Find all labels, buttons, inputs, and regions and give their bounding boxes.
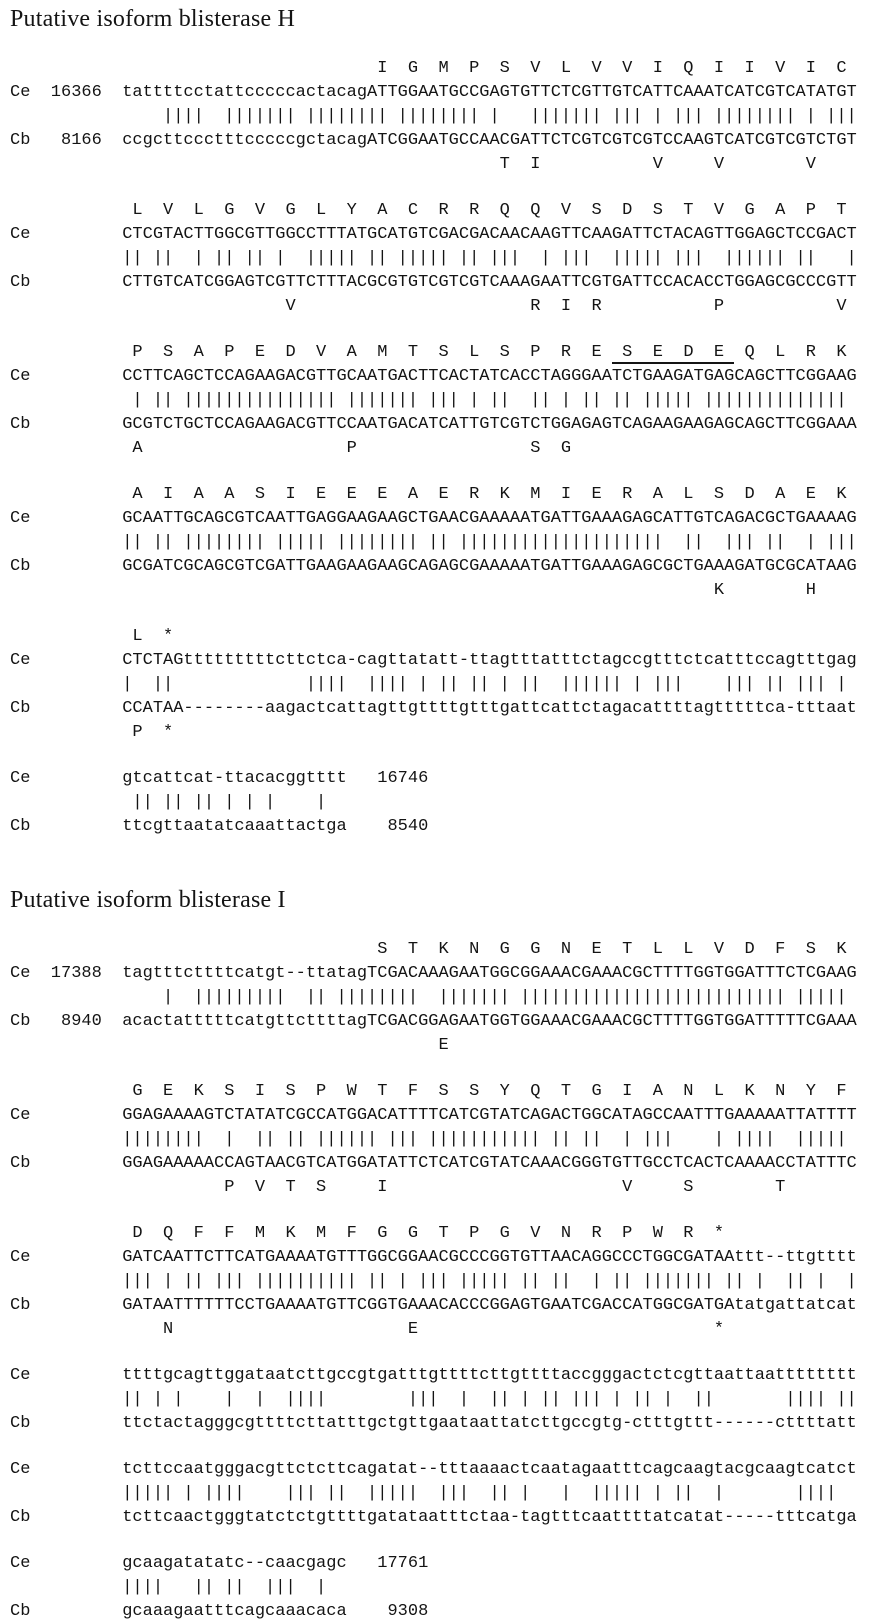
cb-sequence: GATAATTTTTTCCTGAAAATGTTCGGTGAAACACCCGGAGTGAATCGACCATGGCGATGAtatgattatcat — [122, 1296, 857, 1315]
ce-label: Ce 16366 — [10, 83, 123, 102]
aa-bottom-row: T I V V V — [10, 155, 857, 174]
ce-sequence-row — [10, 1364, 875, 1388]
aa-top-row: P S A P E D V A M T S L S P R E S E D E Q L R K — [10, 343, 857, 362]
alignment-block — [10, 483, 875, 603]
match-row: |||| ||||||| |||||||| |||||||| | ||||||| ||| | ||| |||||||| | ||| — [10, 107, 857, 126]
cb-label: Cb — [10, 1414, 123, 1433]
ce-label: Ce — [10, 1554, 123, 1573]
cb-sequence-row — [10, 129, 875, 153]
alignment-block — [10, 1080, 875, 1200]
ce-label: Ce — [10, 367, 123, 386]
aa-top-row: D Q F F M K M F G G T P G V N R P W R * — [10, 1224, 857, 1243]
aa-bottom-row: A P S G — [10, 439, 857, 458]
cb-label: Cb — [10, 1602, 123, 1621]
cb-sequence-row — [10, 1412, 875, 1436]
ce-sequence: gcaagatatatc--caacgagc — [122, 1554, 347, 1573]
underlined-motif: S E D E — [611, 343, 735, 362]
cb-label: Cb — [10, 1296, 123, 1315]
cb-sequence: GGAGAAAAACCAGTAACGTCATGGATATTCTCATCGTATCAAACGGGTGTTGCCTCACTCAAAACCTATTTC — [122, 1154, 857, 1173]
alignment-block — [10, 938, 875, 1058]
cb-label: Cb — [10, 557, 123, 576]
ce-label: Ce — [10, 1106, 123, 1125]
alignment-block — [10, 199, 875, 319]
cb-sequence: CCATAA--------aagactcattagttgttttgtttgattcattctagacattttagtttttca-tttaat — [122, 699, 857, 718]
cb-sequence-row — [10, 697, 875, 721]
cb-sequence: ccgcttccctttcccccgctacagATCGGAATGCCAACGATTCTCGTCGTCGTCCAAGTCATCGTCGTCTGT — [122, 131, 857, 150]
match-row: || || |||||||| ||||| |||||||| || |||||||||||||||||||| || ||| || | ||| — [10, 533, 857, 552]
ce-end-coordinate: 16746 — [346, 769, 429, 788]
cb-sequence-row — [10, 271, 875, 295]
alignment-block — [10, 767, 875, 839]
ce-sequence-row — [10, 81, 875, 105]
alignment-block — [10, 625, 875, 745]
ce-sequence-row — [10, 649, 875, 673]
section-blocks — [10, 938, 875, 1624]
match-row: || | | | | |||| ||| | || | || ||| | || | || |||| || — [10, 1390, 857, 1409]
ce-sequence-row — [10, 1246, 875, 1270]
section-title: Putative isoform blisterase H — [10, 6, 296, 32]
cb-sequence-row — [10, 1010, 875, 1034]
aa-bottom-row: N E * — [10, 1320, 857, 1339]
ce-label: Ce — [10, 769, 123, 788]
aa-top-row: A I A A S I E E E A E R K M I E R A L S D A E K — [10, 485, 857, 504]
section-blisterase-i — [10, 887, 875, 1624]
aa-bottom-row: V R I R P V — [10, 297, 857, 316]
ce-label: Ce — [10, 1366, 123, 1385]
ce-sequence: GATCAATTCTTCATGAAAATGTTTGGCGGAACGCCCGGTGTTAACAGGCCCTGGCGATAAttt--ttgtttt — [122, 1248, 857, 1267]
match-row: ||||| | |||| ||| || ||||| ||| || | | ||||| | || | |||| — [10, 1484, 857, 1503]
alignment-block — [10, 57, 875, 177]
ce-end-coordinate: 17761 — [346, 1554, 429, 1573]
cb-sequence: gcaaagaatttcagcaaacaca — [122, 1602, 347, 1621]
match-row: || || || | | | | — [10, 793, 347, 812]
section-blocks — [10, 57, 875, 839]
ce-sequence: tattttcctattcccccactacagATTGGAATGCCGAGTGTTCTCGTTGTCATTCAAATCATCGTCATATGT — [122, 83, 857, 102]
ce-label: Ce 17388 — [10, 964, 123, 983]
cb-label: Cb — [10, 699, 123, 718]
ce-sequence-row — [10, 767, 875, 791]
cb-sequence: GCGTCTGCTCCAGAAGACGTTCCAATGACATCATTGTCGTCTGGAGAGTCAGAAGAAGAGCAGCTTCGGAAA — [122, 415, 857, 434]
ce-sequence-row — [10, 962, 875, 986]
alignment-block — [10, 341, 875, 461]
match-row: | || ||||||||||||||| ||||||| ||| | || || | || || ||||| |||||||||||||| — [10, 391, 857, 410]
ce-sequence-row — [10, 507, 875, 531]
alignment-block — [10, 1552, 875, 1624]
cb-sequence-row — [10, 1294, 875, 1318]
alignment-block — [10, 1364, 875, 1436]
cb-label: Cb — [10, 817, 123, 836]
ce-sequence-row — [10, 1458, 875, 1482]
cb-label: Cb — [10, 1154, 123, 1173]
ce-sequence: tcttccaatgggacgttctcttcagatat--tttaaaactcaatagaatttcagcaagtacgcaagtcatct — [122, 1460, 857, 1479]
match-row: | || |||| |||| | || || | || |||||| | ||| ||| || ||| | — [10, 675, 857, 694]
cb-sequence: ttcgttaatatcaaattactga — [122, 817, 347, 836]
alignment-block — [10, 1458, 875, 1530]
ce-label: Ce — [10, 509, 123, 528]
ce-sequence-row — [10, 365, 875, 389]
cb-sequence-row — [10, 555, 875, 579]
match-row: || || | || || | ||||| || ||||| || ||| | ||| ||||| ||| |||||| || | — [10, 249, 857, 268]
cb-label: Cb — [10, 273, 123, 292]
cb-sequence-row — [10, 1152, 875, 1176]
match-row: | ||||||||| || |||||||| ||||||| |||||||||||||||||||||||||| ||||| — [10, 988, 857, 1007]
section-blisterase-h — [10, 6, 875, 839]
cb-sequence: CTTGTCATCGGAGTCGTTCTTTACGCGTGTCGTCGTCAAAGAATTCGTGATTCCACACCTGGAGCGCCCGTT — [122, 273, 857, 292]
aa-bottom-row: E — [10, 1036, 857, 1055]
ce-label: Ce — [10, 1248, 123, 1267]
ce-sequence-row — [10, 1104, 875, 1128]
cb-sequence: ttctactagggcgttttcttatttgctgttgaataattatcttgccgtg-ctttgttt------cttttatt — [122, 1414, 857, 1433]
aa-top-row: S T K N G G N E T L L V D F S K — [10, 940, 857, 959]
ce-sequence: CTCTAGtttttttttcttctca-cagttatatt-ttagtttatttctagccgtttctcatttccagtttgag — [122, 651, 857, 670]
cb-sequence: GCGATCGCAGCGTCGATTGAAGAAGAAGCAGAGCGAAAAATGATTGAAAGAGCGCTGAAAGATGCGCATAAG — [122, 557, 857, 576]
aa-bottom-row: P V T S I V S T — [10, 1178, 857, 1197]
ce-sequence: tagtttcttttcatgt--ttatagTCGACAAAGAATGGCGGAAACGAAACGCTTTTGGTGGATTTCTCGAAG — [122, 964, 857, 983]
cb-sequence: acactatttttcatgttcttttagTCGACGGAGAATGGTGGAAACGAAACGCTTTTGGTGGATTTTTCGAAA — [122, 1012, 857, 1031]
ce-label: Ce — [10, 1460, 123, 1479]
match-row: |||| || || ||| | — [10, 1578, 347, 1597]
match-row: |||||||| | || || |||||| ||| ||||||||||| || || | ||| | |||| ||||| — [10, 1130, 857, 1149]
ce-label: Ce — [10, 651, 123, 670]
ce-label: Ce — [10, 225, 123, 244]
ce-sequence: GCAATTGCAGCGTCAATTGAGGAAGAAGCTGAACGAAAAATGATTGAAAGAGCATTGTCAGACGCTGAAAAG — [122, 509, 857, 528]
match-row: ||| | || ||| |||||||||| || | ||| ||||| || || | || ||||||| || | || | | — [10, 1272, 857, 1291]
ce-sequence: ttttgcagttggataatcttgccgtgatttgttttcttgttttaccgggactctcgttaattaatttttttt — [122, 1366, 857, 1385]
aa-top-row: I G M P S V L V V I Q I I V I C — [10, 59, 857, 78]
aa-bottom-row: K H — [10, 581, 857, 600]
ce-sequence: gtcattcat-ttacacggtttt — [122, 769, 347, 788]
cb-label: Cb 8166 — [10, 131, 123, 150]
ce-sequence: CCTTCAGCTCCAGAAGACGTTGCAATGACTTCACTATCACCTAGGGAATCTGAAGATGAGCAGCTTCGGAAG — [122, 367, 857, 386]
cb-label: Cb — [10, 1508, 123, 1527]
aa-top-row: L * — [10, 627, 857, 646]
aa-top-row: L V L G V G L Y A C R R Q Q V S D S T V G A P T — [10, 201, 857, 220]
cb-label: Cb — [10, 415, 123, 434]
ce-sequence-row — [10, 223, 875, 247]
cb-label: Cb 8940 — [10, 1012, 123, 1031]
cb-sequence-row — [10, 413, 875, 437]
cb-end-coordinate: 8540 — [346, 817, 429, 836]
aa-top-row: G E K S I S P W T F S S Y Q T G I A N L K N Y F — [10, 1082, 857, 1101]
cb-sequence-row — [10, 1506, 875, 1530]
ce-sequence: CTCGTACTTGGCGTTGGCCTTTATGCATGTCGACGACAACAAGTTCAAGATTCTACAGTTGGAGCTCCGACT — [122, 225, 857, 244]
cb-sequence: tcttcaactgggtatctctgttttgatataatttctaa-tagtttcaattttatcatat-----tttcatga — [122, 1508, 857, 1527]
cb-sequence-row — [10, 815, 875, 839]
alignment-block — [10, 1222, 875, 1342]
ce-sequence: GGAGAAAAGTCTATATCGCCATGGACATTTTCATCGTATCAGACTGGCATAGCCAATTTGAAAAATTATTTT — [122, 1106, 857, 1125]
section-title: Putative isoform blisterase I — [10, 887, 286, 913]
ce-sequence-row — [10, 1552, 875, 1576]
aa-bottom-row: P * — [10, 723, 857, 742]
cb-end-coordinate: 9308 — [346, 1602, 429, 1621]
cb-sequence-row — [10, 1600, 875, 1624]
